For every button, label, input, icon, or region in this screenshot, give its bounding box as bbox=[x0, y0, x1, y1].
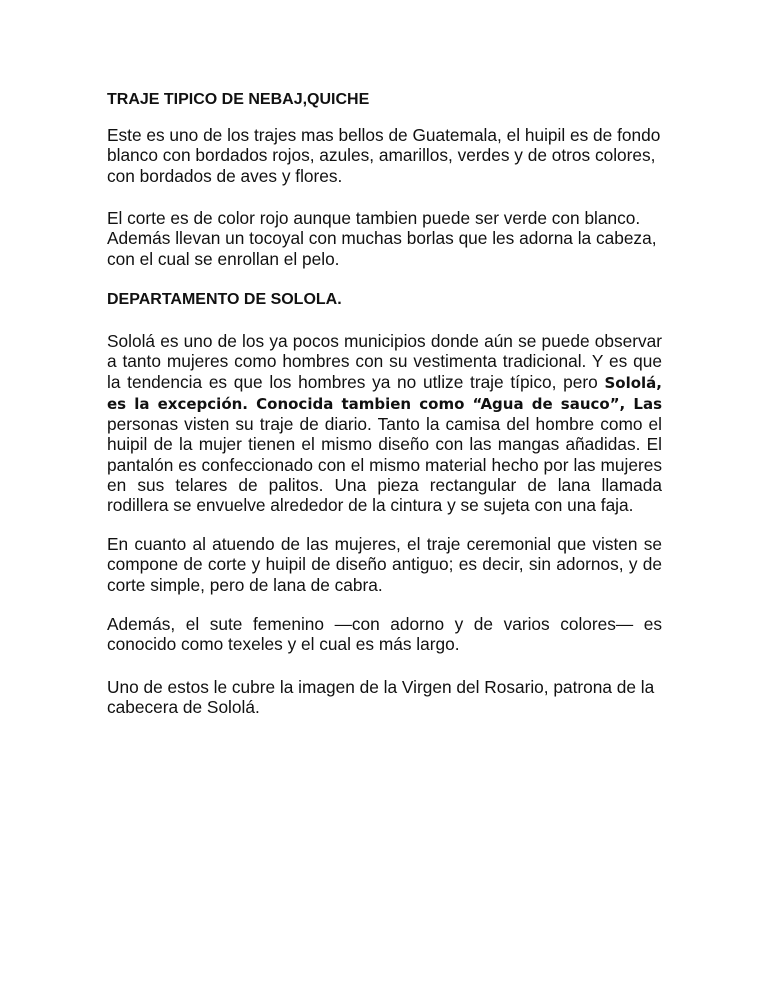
heading-solola: DEPARTAMENTO DE SOLOLA. bbox=[107, 291, 342, 308]
paragraph-solola-vestimenta bbox=[107, 331, 662, 516]
paragraph-solola-text-2: personas visten su traje de diario. Tanto la camisa del hombre como el huipil de la mujer tienen el mismo diseño con las mangas añadidas. El pantalón es confeccionado con el mismo material hecho por las mujeres en sus telares de palitos. Una pieza rectangular de lana llamada rodillera se envuelve alrededor de la cintura y se sujeta con una faja. bbox=[107, 414, 662, 516]
paragraph-nebaj-huipil: Este es uno de los trajes mas bellos de Guatemala, el huipil es de fondo blanco con bordados rojos, azules, amarillos, verdes y de otros colores, con bordados de aves y flores. bbox=[107, 125, 661, 186]
paragraph-mujeres-atuendo: En cuanto al atuendo de las mujeres, el traje ceremonial que visten se compone de corte y huipil de diseño antiguo; es decir, sin adornos, y de corte simple, pero de lana de cabra. bbox=[107, 534, 662, 595]
paragraph-solola-bold-text: Sololá, es la excepción. Conocida tambien como “Agua de sauco”, Las bbox=[107, 373, 662, 413]
paragraph-nebaj-corte: El corte es de color rojo aunque tambien puede ser verde con blanco. Además llevan un tocoyal con muchas borlas que les adorna la cabeza, con el cual se enrollan el pelo. bbox=[107, 208, 657, 269]
paragraph-sute-femenino: Además, el sute femenino —con adorno y de varios colores— es conocido como texeles y el cual es más largo. bbox=[107, 614, 662, 655]
heading-nebaj: TRAJE TIPICO DE NEBAJ,QUICHE bbox=[107, 91, 370, 108]
document-page bbox=[107, 0, 662, 994]
paragraph-virgen-rosario: Uno de estos le cubre la imagen de la Virgen del Rosario, patrona de la cabecera de Sololá. bbox=[107, 677, 655, 718]
paragraph-solola-text-1: Sololá es uno de los ya pocos municipios donde aún se puede observar a tanto mujeres como hombres con su vestimenta tradicional. Y es que la tendencia es que los hombres ya no utlize traje típico, pero bbox=[107, 331, 662, 392]
